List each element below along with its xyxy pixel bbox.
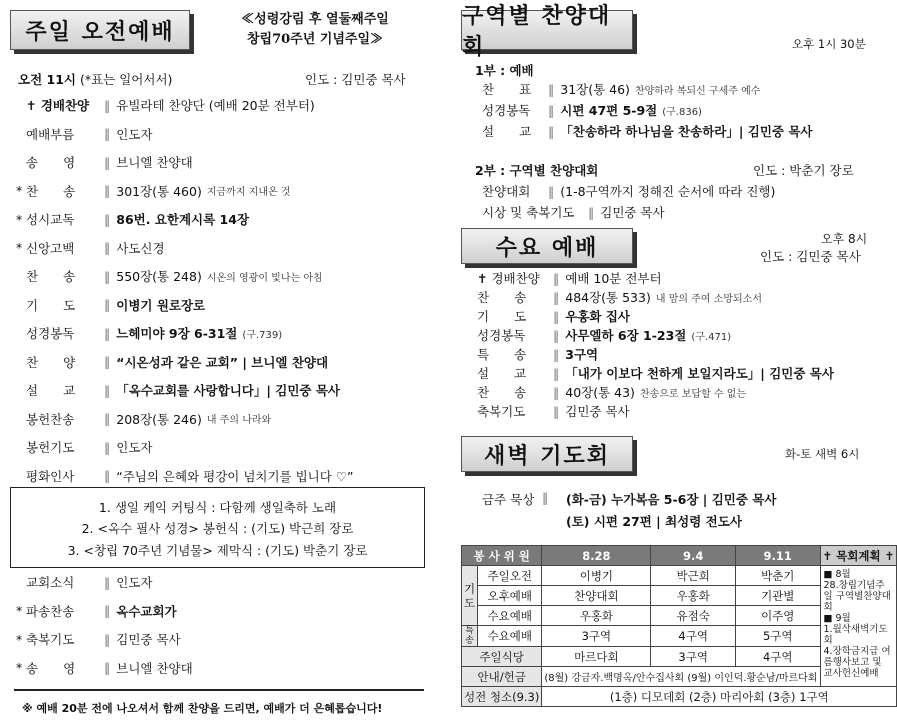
order-item: [16, 437, 152, 457]
order-item: [477, 287, 762, 307]
order-item: [477, 325, 731, 345]
item-value: 김민중 목사: [565, 404, 630, 419]
item-label: 기 도: [26, 297, 76, 313]
item-value: 31장(통 46): [560, 82, 630, 97]
cleaning-label: 성전 청소(9.3): [462, 687, 542, 707]
separator: ‖: [104, 268, 111, 284]
standing-marker: *: [16, 603, 23, 618]
service-time-line: [18, 70, 172, 88]
item-value: 옥수교회가: [116, 603, 177, 619]
table-cell: 우홍화: [542, 606, 651, 626]
part2-leader: 인도 : 박춘기 장로: [753, 163, 854, 178]
item-value: 301장(통 460): [116, 183, 202, 199]
divider: [14, 689, 424, 691]
plan-line: 4.장학금지급 여름행사보고 및 교사헌신예배: [823, 646, 891, 679]
item-value: 시편 47편 5-9절: [560, 103, 658, 118]
order-item: [16, 601, 177, 621]
item-label: ✝ 경배찬양: [26, 98, 90, 113]
table-cell: 우홍화: [651, 586, 736, 606]
separator: ‖: [553, 308, 560, 324]
item-label: 찬 송: [26, 269, 76, 284]
ceremony-line-3: 3. <창립 70주년 기념물> 제막식 : (기도) 박춘기 장로: [67, 543, 368, 558]
standing-note: (*표는 일어서서): [79, 72, 173, 87]
separator: ‖: [104, 439, 111, 455]
order-item: [16, 295, 205, 315]
ministry-plan: [820, 566, 897, 687]
item-value: 86번. 요한계시록 14장: [116, 212, 250, 227]
order-item: [16, 181, 291, 201]
item-label: 시상 및 축복기도: [482, 205, 575, 220]
standing-marker: *: [16, 660, 23, 675]
item-value: 인도자: [116, 126, 153, 142]
table-cell: 이병기: [542, 566, 651, 586]
table-cell: 마르다회: [542, 647, 651, 667]
sunday-worship-column: [0, 0, 430, 725]
item-value: 「찬송하라 하나님을 찬송하라」| 김민중 목사: [560, 124, 813, 139]
table-cell: 박근희: [651, 566, 736, 586]
guide-value: (8월) 강금자.백명옥/안수집사회 (9월) 이인덕.황순남/마르다회: [542, 667, 820, 687]
standing-marker: *: [16, 211, 23, 227]
item-value: 인도자: [116, 575, 153, 590]
table-header-plan: ✝ 목회계획 ✝: [820, 546, 897, 566]
meal-label: 주일식당: [462, 647, 542, 667]
item-label: 성시교독: [26, 212, 75, 227]
plan-line: ■ 9월: [823, 613, 851, 624]
table-cell: 이주영: [735, 606, 820, 626]
item-value: “주님의 은혜와 평강이 넘치기를 빕니다 ♡”: [116, 468, 354, 484]
table-cell: 유점숙: [651, 606, 736, 626]
order-item: [477, 268, 662, 288]
service-schedule-table: [461, 545, 897, 707]
separator: ‖: [104, 354, 111, 369]
order-item: [482, 79, 760, 99]
dawn-meditation-sep: ‖: [542, 490, 549, 505]
item-value: 느헤미야 9장 6-31절: [116, 326, 238, 341]
item-value: 김민중 목사: [116, 632, 181, 647]
sunday-worship-title: 주일 오전예배: [10, 10, 190, 50]
item-note: (구.739): [242, 329, 283, 341]
plan-line: ■ 8월: [823, 569, 851, 580]
item-label: 찬양대회: [482, 184, 531, 199]
item-label: ✝ 경배찬양: [477, 271, 540, 286]
choir-contest-time: 오후 1시 30분: [792, 37, 866, 51]
order-item: [16, 266, 323, 286]
item-label: 송 영: [26, 660, 76, 676]
item-label: 송 영: [26, 155, 76, 170]
item-value: 208장(통 246): [116, 411, 202, 427]
item-label: 성경봉독: [482, 103, 531, 118]
item-label: 설 교: [26, 383, 76, 398]
separator: ‖: [553, 384, 560, 400]
separator: ‖: [548, 81, 555, 97]
order-item: [477, 306, 630, 326]
item-label: 찬 송: [477, 290, 527, 305]
table-row-label: 수요예배: [478, 606, 542, 626]
order-item: [16, 124, 152, 144]
table-cell: 4구역: [651, 626, 736, 647]
wednesday-time: 오후 8시: [821, 232, 868, 246]
order-item: [16, 380, 340, 400]
anniversary-ceremony-box: [10, 487, 425, 568]
service-leader: 인도 : 김민중 목사: [305, 72, 406, 87]
separator: ‖: [104, 126, 111, 141]
order-item: [482, 202, 665, 222]
item-note: 지금까지 지내온 것: [206, 187, 291, 198]
standing-marker: *: [16, 240, 23, 255]
separator: ‖: [553, 365, 560, 381]
item-label: 찬 송: [26, 183, 76, 199]
order-item: [16, 658, 193, 678]
separator: ‖: [553, 403, 560, 419]
order-item: [482, 181, 775, 201]
item-label: 교회소식: [26, 575, 75, 590]
item-value: 이병기 원로장로: [116, 297, 206, 313]
item-value: 사무엘하 6장 1-23절: [565, 328, 687, 343]
standing-marker: *: [16, 631, 23, 647]
table-row-label: 오후예배: [478, 586, 542, 606]
item-note: 시온의 영광이 빛나는 아침: [206, 272, 323, 284]
separator: ‖: [104, 468, 111, 483]
footer-note: ※ 예배 20분 전에 나오셔서 함께 찬양을 드리면, 예배가 더 은혜롭습니다!: [22, 702, 383, 715]
order-item: [16, 238, 165, 258]
item-value: 「내가 이보다 천하게 보일지라도」| 김민중 목사: [565, 366, 834, 381]
dawn-meditation-label: 금주 묵상: [482, 492, 535, 507]
item-value: 브니엘 찬양대: [116, 155, 193, 170]
separator: ‖: [553, 289, 560, 305]
wednesday-worship-title: 수요 예배: [461, 228, 633, 264]
table-cell: 4구역: [735, 647, 820, 667]
item-label: 파송찬송: [26, 603, 75, 619]
item-value: 3구역: [565, 347, 599, 362]
table-cell: 박춘기: [735, 566, 820, 586]
separator: ‖: [553, 270, 560, 286]
dawn-meditation-line-2: (토) 시편 27편 | 최성령 전도사: [566, 514, 742, 529]
separator: ‖: [104, 154, 111, 170]
order-item: [477, 401, 630, 421]
item-label: 설 교: [482, 124, 532, 139]
item-label: 봉헌기도: [26, 440, 75, 455]
order-item: [16, 409, 271, 429]
order-item: [16, 629, 181, 649]
guide-label: 안내/헌금: [462, 667, 542, 687]
table-row-label: 수요예배: [478, 626, 542, 647]
sunday-worship-subtitle: [210, 10, 420, 50]
dawn-prayer-time: 화-토 새벽 6시: [785, 447, 860, 461]
item-value: (1-8구역까지 정해진 순서에 따라 진행): [560, 184, 776, 199]
table-row-label: 주일오전: [478, 566, 542, 586]
table-cell: 3구역: [542, 626, 651, 647]
item-label: 축복기도: [26, 632, 75, 647]
choir-contest-title: 구역별 찬양대회: [461, 10, 633, 50]
separator: ‖: [104, 660, 111, 675]
item-label: 특 송: [477, 347, 527, 362]
item-value: 사도신경: [116, 240, 165, 256]
item-value: 브니엘 찬양대: [116, 660, 193, 676]
part1-heading: 1부 : 예배: [475, 63, 534, 78]
order-item: [16, 352, 328, 372]
ceremony-line-1: 1. 생일 케익 커팅식 : 다함께 생일축하 노래: [98, 500, 337, 515]
item-label: 예배부름: [26, 126, 75, 142]
order-item: [16, 323, 282, 343]
order-item: [16, 466, 353, 486]
subtitle-line-2: 창립70주년 기념주일≫: [246, 32, 384, 47]
item-label: 축복기도: [477, 404, 526, 419]
plan-line: 28.창립기념주일 구역별찬양대회: [823, 580, 891, 613]
item-note: 찬양하라 복되신 구세주 예수: [634, 85, 761, 97]
wednesday-leader: 인도 : 김민중 목사: [760, 249, 861, 264]
item-label: 성경봉독: [26, 326, 75, 341]
item-value: 40장(통 43): [565, 385, 635, 400]
item-value: 인도자: [116, 440, 153, 455]
dawn-meditation-line-1: (화-금) 누가복음 5-6장 | 김민중 목사: [566, 492, 777, 507]
item-label: 찬 양: [26, 354, 76, 370]
item-value: “시온성과 같은 교회” | 브니엘 찬양대: [116, 354, 329, 370]
separator: ‖: [104, 574, 111, 590]
separator: ‖: [104, 183, 111, 198]
order-item: [16, 572, 152, 592]
item-note: (구.836): [662, 106, 702, 118]
side-special-label: 특송: [462, 626, 478, 647]
table-header-date-3: 9.11: [735, 546, 820, 566]
separator: ‖: [104, 603, 111, 618]
table-cell: 5구역: [735, 626, 820, 647]
standing-marker: *: [16, 183, 23, 198]
separator: ‖: [548, 123, 555, 139]
item-label: 기 도: [477, 309, 527, 324]
order-item: [477, 344, 598, 364]
separator: ‖: [104, 297, 111, 312]
service-time: 오전 11시: [18, 72, 76, 87]
order-item: [482, 100, 702, 120]
item-value: 예배 10분 전부터: [565, 271, 662, 286]
separator: ‖: [104, 211, 111, 227]
plan-line: 1.월삭새벽기도회: [823, 624, 888, 646]
item-label: 봉헌찬송: [26, 411, 75, 427]
dawn-prayer-title: 새벽 기도회: [461, 436, 633, 472]
separator: ‖: [104, 240, 111, 255]
item-label: 찬 송: [477, 385, 527, 400]
table-cell: 찬양대회: [542, 586, 651, 606]
table-header-committee: 봉 사 위 원: [462, 546, 542, 566]
item-label: 설 교: [477, 366, 527, 381]
order-item: [16, 152, 193, 172]
cleaning-value: (1층) 디모데회 (2층) 마리아회 (3층) 1구역: [542, 687, 897, 707]
separator: ‖: [104, 382, 111, 398]
separator: ‖: [104, 325, 111, 341]
separator: ‖: [104, 97, 111, 113]
separator: ‖: [588, 204, 595, 220]
order-item: [482, 121, 813, 141]
item-value: 유빌라테 찬양단 (예배 20분 전부터): [116, 98, 315, 113]
item-note: 내 주의 나라와: [206, 415, 272, 426]
separator: ‖: [104, 411, 111, 426]
item-note: (구.471): [691, 331, 732, 343]
order-item: [16, 209, 249, 229]
table-header-date-1: 8.28: [542, 546, 651, 566]
item-label: 평화인사: [26, 468, 75, 484]
subtitle-line-1: ≪성령강림 후 열둘째주일: [241, 12, 389, 27]
item-label: 신앙고백: [26, 240, 75, 256]
item-value: 「옥수교회를 사랑합니다」| 김민중 목사: [116, 383, 340, 398]
separator: ‖: [553, 346, 560, 362]
item-value: 김민중 목사: [600, 205, 665, 220]
item-label: 찬 표: [482, 82, 532, 97]
separator: ‖: [104, 631, 111, 647]
item-value: 550장(통 248): [116, 269, 202, 284]
part2-heading: 2부 : 구역별 찬양대회: [475, 163, 599, 178]
item-value: 484장(통 533): [565, 290, 651, 305]
item-label: 성경봉독: [477, 328, 526, 343]
order-item: [477, 382, 746, 402]
table-header-date-2: 9.4: [651, 546, 736, 566]
table-cell: 3구역: [651, 647, 736, 667]
separator: ‖: [548, 102, 555, 118]
table-cell: 기관별: [735, 586, 820, 606]
separator: ‖: [548, 183, 555, 199]
order-item: [16, 95, 315, 115]
separator: ‖: [553, 327, 560, 343]
side-prayer-label: 기도: [462, 566, 478, 626]
item-note: 찬송으로 보답할 수 없는: [639, 388, 747, 400]
ceremony-line-2: 2. <옥수 필사 성경> 봉헌식 : (기도) 박근희 장로: [81, 521, 354, 536]
item-value: 우홍화 집사: [565, 309, 630, 324]
order-item: [477, 363, 834, 383]
item-note: 내 맘의 주여 소망되소서: [655, 293, 762, 305]
